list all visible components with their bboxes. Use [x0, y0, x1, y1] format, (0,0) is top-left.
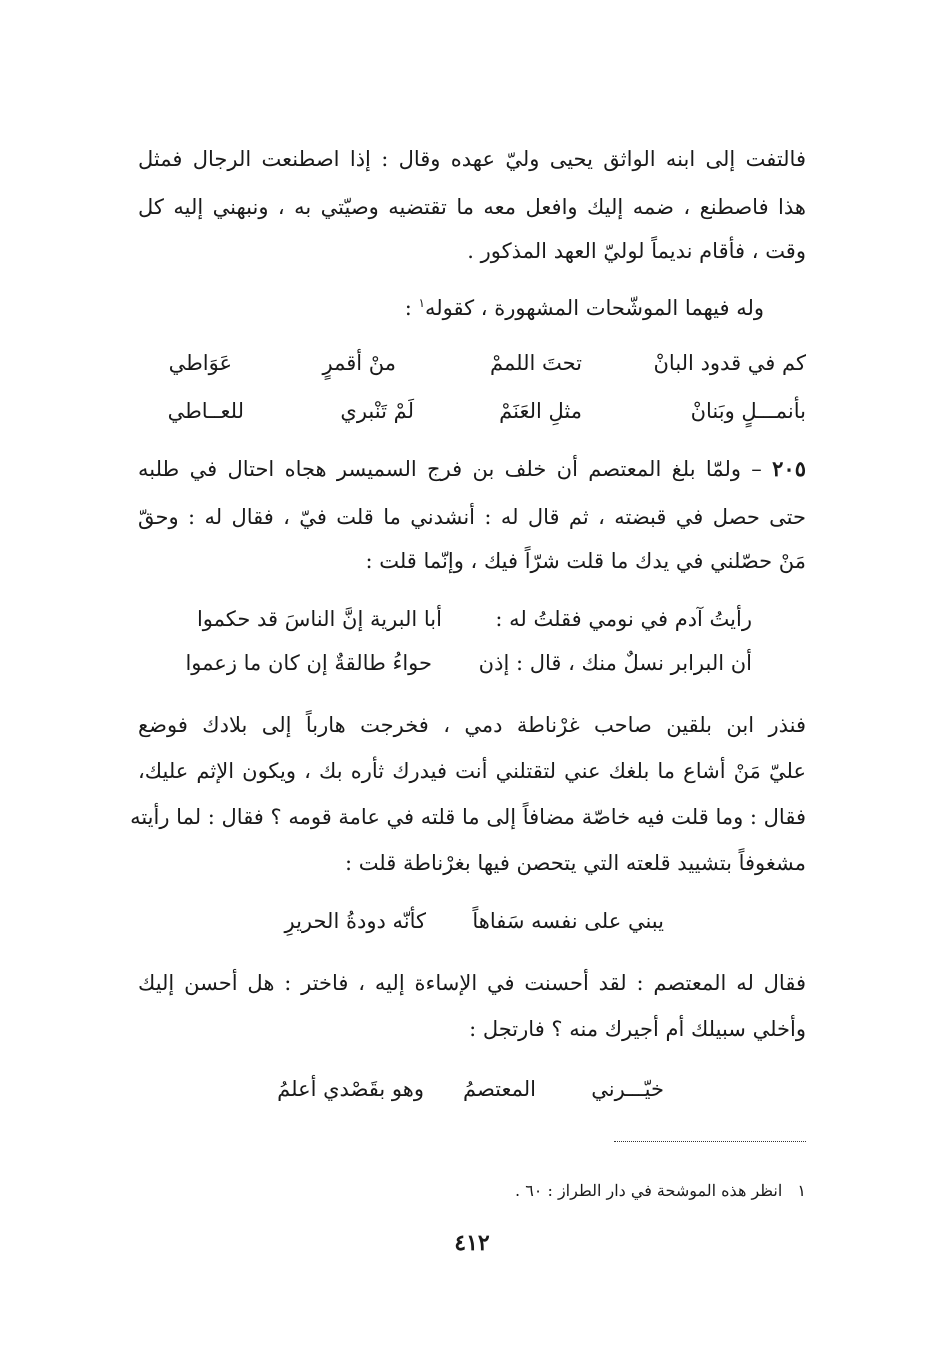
- section-number: ٢٠٥: [772, 456, 806, 481]
- paragraph-1-line-2: هذا فاصطنع ، ضمه إليك وافعل معه ما تقتضيه وصيّتي به ، ونبهني إليه كل: [138, 195, 806, 219]
- paragraph-1-line-1: فالتفت إلى ابنه الواثق يحيى وليّ عهده وقال : إذا اصطنعت الرجال فمثل: [138, 147, 806, 171]
- poem-2-hemistich-2: كأنّه دودةُ الحريرِ: [284, 909, 426, 933]
- paragraph-4-line-3: فقال : وما قلت فيه خاصّة مضافاً إلى ما قلته في عامة قومه ؟ فقال : لما رأيته: [130, 805, 806, 829]
- poem-3-part-2: المعتصمُ: [462, 1077, 536, 1101]
- paragraph-2: [405, 286, 764, 325]
- footnote: [515, 1178, 806, 1204]
- section-dash: –: [740, 457, 762, 481]
- paragraph-1-line-3: وقت ، فأقام نديماً لوليّ العهد المذكور .: [467, 239, 806, 263]
- section-205-line-2: حتى حصل في قبضته ، ثم قال له : أنشدني ما قلت فيّ ، فقال له : وحقّ: [138, 505, 806, 529]
- footnote-reference: ١: [418, 296, 425, 310]
- poem-3-part-1: خيّـــرني: [591, 1077, 664, 1101]
- paragraph-4-line-2: عليّ مَنْ أشاع ما بلغك عني لتقتلني أنت فيدرك ثأره بك ، ويكون الإثم عليك،: [138, 759, 806, 783]
- paragraph-4-line-4: مشغوفاً بتشييد قلعته التي يتحصن فيها بغرْناطة قلت :: [344, 851, 806, 875]
- section-205-line-1-text: ولمّا بلغ المعتصم أن خلف بن فرج السميسر هجاه احتال في طلبه: [138, 457, 741, 481]
- poem-1-line-2-hemistich-2: حواءُ طالقةٌ إن كان ما زعموا: [185, 651, 432, 675]
- muwashshah-line-1-part-1: كم في قدود البانْ: [653, 351, 806, 375]
- poem-2-hemistich-1: يبني على نفسه سَفاهاً: [472, 909, 664, 933]
- paragraph-4-line-1: فنذر ابن بلقين صاحب غرْناطة دمي ، فخرجت هارباً إلى بلادك فوضع: [138, 713, 806, 737]
- muwashshah-line-2-part-3: لَمْ تَنْبري: [340, 399, 414, 423]
- muwashshah-line-1-part-4: عَوَاطي: [168, 351, 232, 375]
- footnote-divider: [614, 1141, 806, 1142]
- section-205-line-3: مَنْ حصّلني في يدك ما قلت شرّاً فيك ، وإنّما قلت :: [365, 549, 806, 573]
- muwashshah-line-1-part-3: منْ أقمرٍ: [322, 351, 396, 375]
- poem-1-line-1-hemistich-2: أبا البرية إنَّ الناسَ قد حكموا: [196, 607, 442, 631]
- page-number: ٤١٢: [454, 1230, 490, 1256]
- muwashshah-line-2-part-2: مثلِ العَنَمْ: [499, 399, 582, 423]
- paragraph-2-end: :: [404, 296, 419, 320]
- muwashshah-line-2-part-1: بأنمـــلٍ وبَنانْ: [690, 399, 806, 423]
- paragraph-2-text: وله فيهما الموشّحات المشهورة ، كقوله: [425, 296, 764, 320]
- section-205-line-1: [138, 452, 806, 486]
- paragraph-5-line-2: وأخلي سبيلك أم أجيرك منه ؟ فارتجل :: [469, 1017, 806, 1041]
- footnote-number: ١: [797, 1181, 806, 1200]
- poem-3-part-3: وهو بقَصْدي أعلمُ: [277, 1077, 424, 1101]
- poem-1-line-1-hemistich-1: رأيتُ آدم في نومي فقلتُ له :: [495, 607, 752, 631]
- poem-1-line-2-hemistich-1: أن البرابر نسلٌ منك ، قال : إذن: [478, 651, 752, 675]
- muwashshah-line-2-part-4: للعــاطي: [167, 399, 244, 423]
- footnote-text: انظر هذه الموشحة في دار الطراز : ٦٠ .: [515, 1181, 783, 1200]
- muwashshah-line-1-part-2: تحتَ اللممْ: [490, 351, 582, 375]
- paragraph-5-line-1: فقال له المعتصم : لقد أحسنت في الإساءة إليه ، فاختر : هل أحسن إليك: [138, 971, 806, 995]
